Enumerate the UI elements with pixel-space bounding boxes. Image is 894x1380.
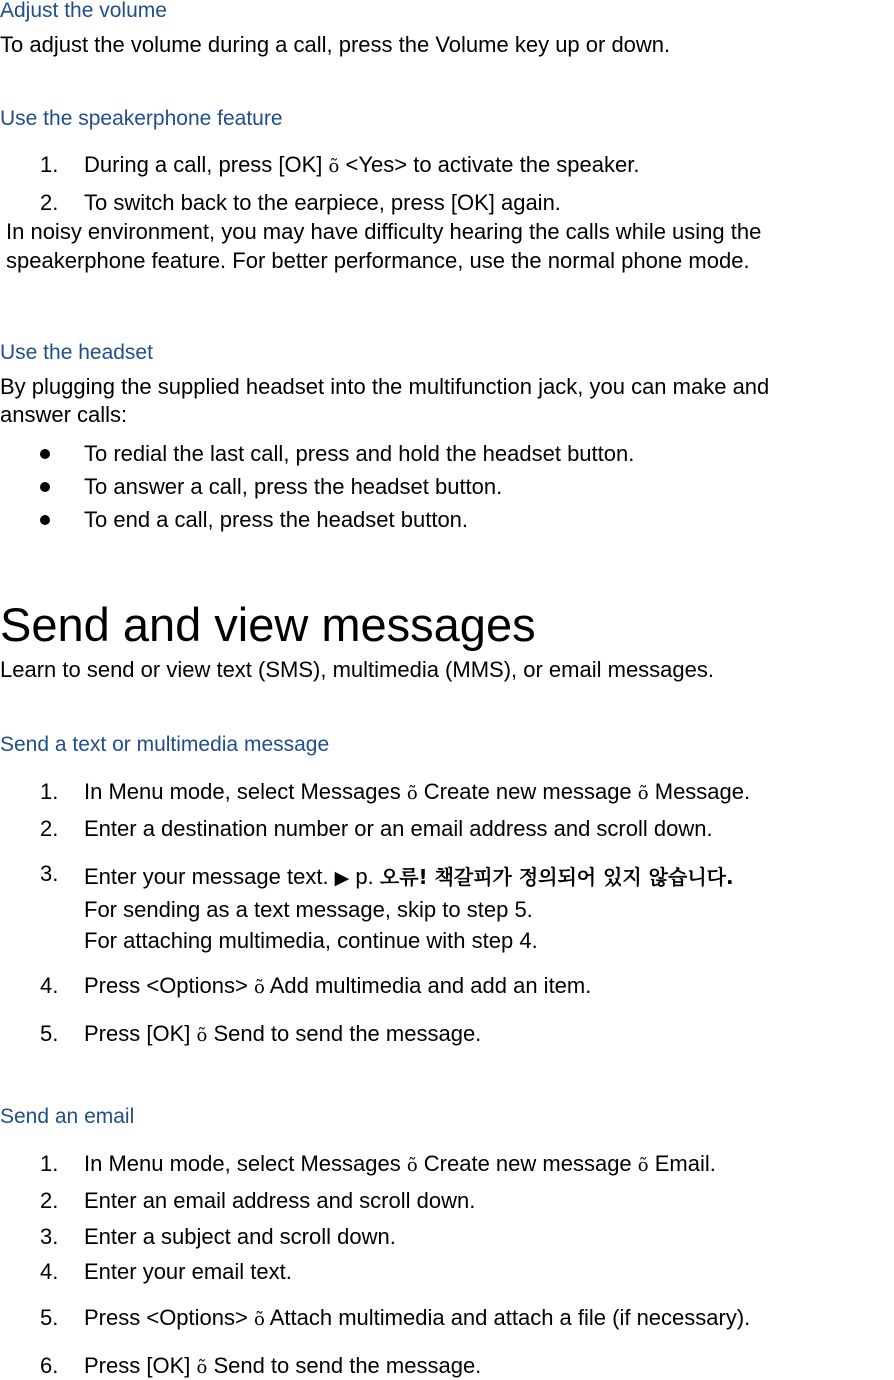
step-number: 5.: [40, 1305, 59, 1330]
step-number: 4.: [40, 1259, 59, 1284]
arrow-icon: õ: [637, 1155, 649, 1176]
text-msg-step-2: Enter a destination number or an email address and scroll down.: [84, 816, 713, 841]
step-number: 3.: [40, 1224, 59, 1249]
step-number: 6.: [40, 1353, 59, 1378]
email-step-1: In Menu mode, select Messages õ Create new message õ Email.: [84, 1151, 716, 1176]
bullet-icon: [40, 482, 50, 492]
arrow-icon: õ: [406, 783, 418, 804]
headset-intro-line-1: By plugging the supplied headset into the multifunction jack, you can make and: [0, 374, 770, 399]
section-heading-headset: Use the headset: [0, 341, 153, 364]
section-heading-text-message: Send a text or multimedia message: [0, 733, 330, 756]
arrow-icon: õ: [637, 783, 649, 804]
section-heading-speakerphone: Use the speakerphone feature: [0, 107, 283, 130]
email-step-3: Enter a subject and scroll down.: [84, 1224, 396, 1249]
step-number: 1.: [40, 152, 59, 177]
arrow-icon: õ: [253, 1309, 265, 1330]
step-number: 1.: [40, 1151, 59, 1176]
text-msg-step-5: Press [OK] õ Send to send the message.: [84, 1021, 482, 1046]
adjust-volume-text: To adjust the volume during a call, press the Volume key up or down.: [0, 32, 671, 57]
step-number: 2.: [40, 816, 59, 841]
messages-intro: Learn to send or view text (SMS), multimedia (MMS), or email messages.: [0, 657, 715, 682]
email-step-6: Press [OK] õ Send to send the message.: [84, 1353, 482, 1378]
reference-arrow-icon: ▶: [334, 867, 350, 889]
step-number: 2.: [40, 1188, 59, 1213]
arrow-icon: õ: [196, 1025, 208, 1046]
speaker-note-line-1: In noisy environment, you may have difficulty hearing the calls while using the: [6, 219, 762, 244]
text-msg-step-3-sub-2: For attaching multimedia, continue with step 4.: [84, 928, 538, 953]
headset-bullet-item: To redial the last call, press and hold the headset button.: [84, 441, 635, 466]
text-msg-step-1: In Menu mode, select Messages õ Create new message õ Message.: [84, 779, 751, 804]
text-msg-step-3-sub-1: For sending as a text message, skip to step 5.: [84, 897, 533, 922]
arrow-icon: õ: [328, 156, 340, 177]
step-number: 5.: [40, 1021, 59, 1046]
speaker-step-2: To switch back to the earpiece, press [OK] again.: [84, 190, 561, 215]
arrow-icon: õ: [196, 1357, 208, 1378]
bullet-icon: [40, 449, 50, 459]
headset-bullet-item: To answer a call, press the headset button.: [84, 474, 503, 499]
headset-intro-line-2: answer calls:: [0, 402, 128, 427]
email-step-4: Enter your email text.: [84, 1259, 292, 1284]
section-heading-email: Send an email: [0, 1105, 135, 1128]
speaker-step-1: During a call, press [OK] õ <Yes> to activate the speaker.: [84, 152, 640, 177]
email-step-5: Press <Options> õ Attach multimedia and attach a file (if necessary).: [84, 1305, 751, 1330]
step-number: 1.: [40, 779, 59, 804]
bookmark-error-text: 오류! 책갈피가 정의되어 있지 않습니다.: [379, 865, 734, 889]
step-number: 4.: [40, 973, 59, 998]
headset-bullet-item: To end a call, press the headset button.: [84, 507, 469, 532]
section-heading-adjust-volume: Adjust the volume: [0, 0, 167, 22]
email-step-2: Enter an email address and scroll down.: [84, 1188, 476, 1213]
arrow-icon: õ: [253, 977, 265, 998]
speaker-note-line-2: speakerphone feature. For better performance, use the normal phone mode.: [6, 248, 750, 273]
bullet-icon: [40, 515, 50, 525]
step-number: 3.: [40, 861, 59, 886]
text-msg-step-4: Press <Options> õ Add multimedia and add an item.: [84, 973, 592, 998]
page-title: Send and view messages: [0, 598, 536, 651]
arrow-icon: õ: [406, 1155, 418, 1176]
step-number: 2.: [40, 190, 59, 215]
text-msg-step-3: Enter your message text. ▶ p. 오류! 책갈피가 정의되어 있지 않습니다.: [84, 864, 734, 889]
